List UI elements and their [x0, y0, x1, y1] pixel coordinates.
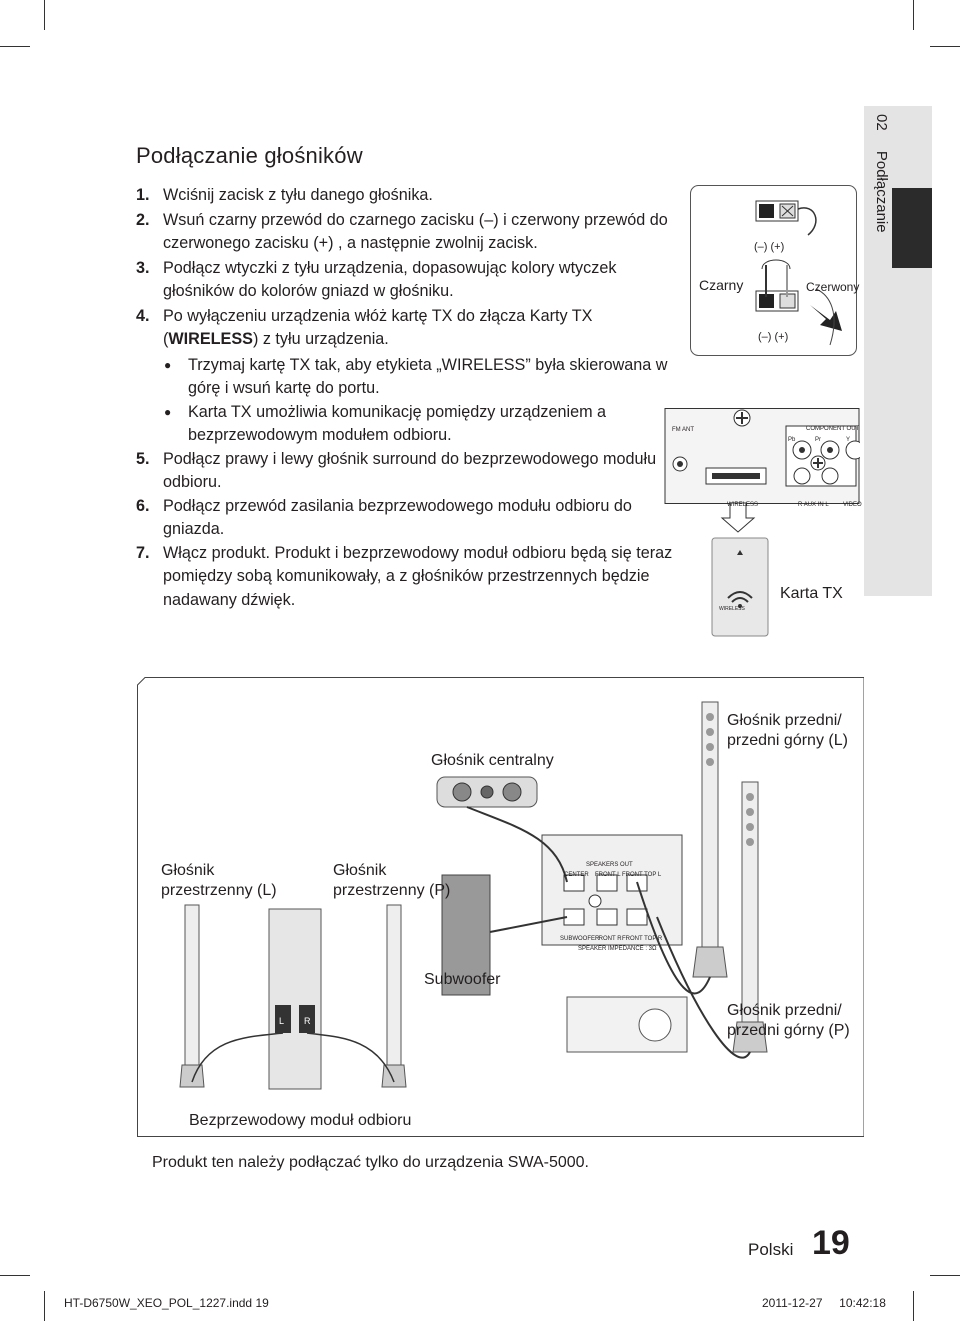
- crop-mark: [44, 1291, 45, 1321]
- instruction-list: [136, 184, 676, 612]
- page-language: Polski: [748, 1240, 794, 1259]
- step-text: Podłącz przewód zasilania bezprzewodowego modułu odbioru do gniazda.: [163, 496, 632, 538]
- step-item: [136, 257, 676, 304]
- compatibility-note: Produkt ten należy podłączać tylko do urządzenia SWA-5000.: [152, 1154, 589, 1171]
- pb-label: Pb: [788, 437, 796, 443]
- front-left-speaker: [702, 702, 718, 947]
- bullet-item: [136, 354, 676, 401]
- module-r-label: R: [302, 1012, 313, 1030]
- aux-in-label: [798, 496, 829, 514]
- label-line: Głośnik: [161, 862, 215, 879]
- surround-right-label: [333, 861, 450, 901]
- step-text: Podłącz wtyczki z tyłu urządzenia, dopasowując kolory wtyczek głośników do kolorów gniazd w głośniku.: [163, 258, 617, 300]
- chapter-name: Podłączanie: [873, 150, 890, 233]
- surround-right-speaker: [387, 905, 401, 1065]
- footer-file: HT-D6750W_XEO_POL_1227.indd 19: [64, 1296, 269, 1310]
- polarity-label: (–) (+): [754, 241, 785, 253]
- polarity-label: (–) (+): [758, 331, 789, 343]
- step-number: 2.: [136, 210, 150, 229]
- wireless-module-label: Bezprzewodowy moduł odbioru: [189, 1112, 412, 1129]
- page-title: Podłączanie głośników: [136, 143, 363, 168]
- bullet-item: [136, 401, 676, 448]
- subwoofer-jack-label: SUBWOOFER: [560, 936, 600, 942]
- step-number: 1.: [136, 186, 150, 204]
- front-right-speaker: [742, 782, 758, 1022]
- crop-mark: [913, 0, 914, 30]
- component-out-label: COMPONENT OUT: [806, 426, 860, 432]
- step-text-bold: WIRELESS: [168, 330, 253, 348]
- label-line: przedni górny (L): [727, 732, 848, 749]
- step-number: 5.: [136, 449, 150, 468]
- front-right-label: [727, 1001, 850, 1041]
- front-left-label: [727, 711, 848, 751]
- step-item: [136, 495, 676, 542]
- chapter-label: [866, 114, 890, 284]
- y-label: Y: [846, 437, 851, 443]
- tx-card-label: Karta TX: [780, 585, 843, 602]
- footer-timestamp: [762, 1296, 886, 1310]
- label-line: przestrzenny (L): [161, 882, 277, 899]
- crop-mark: [0, 46, 30, 47]
- footer-time: 10:42:18: [839, 1296, 886, 1310]
- step-item: [136, 448, 676, 495]
- bullet-dot: ●: [164, 404, 172, 419]
- surround-left-label: [161, 861, 277, 901]
- step-item: [136, 542, 676, 613]
- step-text: Włącz produkt. Produkt i bezprzewodowy moduł odbioru będą się teraz pomiędzy sobą komunikowały, a z głośników przestrzennych będzie nadawany dźwięk.: [163, 543, 673, 609]
- crop-mark: [44, 0, 45, 30]
- speakers-out-label: SPEAKERS OUT: [586, 862, 633, 868]
- bullet-text: Trzymaj kartę TX tak, aby etykieta „WIRELESS” była skierowana w górę i wsuń kartę do portu.: [188, 355, 668, 397]
- wireless-module: [269, 909, 321, 1089]
- black-label: Czarny: [699, 277, 744, 293]
- bullet-text: Karta TX umożliwia komunikację pomiędzy urządzeniem a bezprzewodowym modułem odbioru.: [188, 402, 607, 444]
- crop-mark: [930, 46, 960, 47]
- footer-date: 2011-12-27: [762, 1296, 823, 1310]
- chapter-number: 02: [873, 114, 890, 131]
- aux-in-text: AUX IN: [803, 502, 824, 508]
- aux-l-label: L: [825, 502, 829, 508]
- label-line: Głośnik przedni/: [727, 712, 842, 729]
- module-l-label: L: [277, 1012, 286, 1030]
- crop-mark: [0, 1275, 30, 1276]
- aux-r-label: R: [798, 502, 803, 508]
- video-label: VIDEO: [843, 502, 862, 508]
- subwoofer-label: Subwoofer: [424, 971, 501, 988]
- bullet-dot: ●: [164, 357, 172, 372]
- crop-mark: [930, 1275, 960, 1276]
- step-item: [136, 184, 676, 208]
- step-text: Podłącz prawy i lewy głośnik surround do bezprzewodowego modułu odbioru.: [163, 449, 657, 491]
- step-text: [163, 305, 676, 352]
- label-line: Głośnik przedni/: [727, 1002, 842, 1019]
- impedance-label: SPEAKER IMPEDANCE : 3Ω: [578, 946, 657, 952]
- label-line: przestrzenny (P): [333, 882, 451, 899]
- center-speaker-label: Głośnik centralny: [431, 752, 554, 769]
- step-text-part: Po wyłączeniu urządzenia włóż kartę TX do złącza Karty TX (: [163, 306, 593, 348]
- step-number: 4.: [136, 306, 150, 325]
- front-top-r-jack-label: FRONT TOP R: [622, 936, 663, 942]
- step-number: 7.: [136, 543, 150, 562]
- front-top-l-jack-label: FRONT TOP L: [622, 872, 662, 878]
- surround-left-speaker: [185, 905, 199, 1065]
- step-text-part: ) z tyłu urządzenia.: [252, 330, 389, 348]
- black-terminal-icon: [759, 204, 774, 218]
- step-number: 3.: [136, 258, 150, 277]
- step-number: 6.: [136, 496, 150, 515]
- center-jack-label: CENTER: [564, 872, 589, 878]
- step-text: Wciśnij zacisk z tyłu danego głośnika.: [163, 186, 433, 204]
- rear-panel-figure: [660, 408, 860, 638]
- chapter-tab-marker: [892, 188, 932, 268]
- front-l-jack-label: FRONT L: [595, 872, 621, 878]
- red-label: Czerwony: [806, 280, 860, 294]
- step-text: Wsuń czarny przewód do czarnego zacisku (–) i czerwony przewód do czerwonego zacisku (+) , a następnie zwolnij zacisk.: [163, 210, 668, 252]
- pr-label: Pr: [815, 437, 821, 443]
- label-line: przedni górny (P): [727, 1022, 850, 1039]
- step-item: [136, 209, 676, 256]
- label-line: Głośnik: [333, 862, 387, 879]
- page-number: 19: [812, 1224, 850, 1262]
- step-item: [136, 305, 676, 352]
- front-r-jack-label: FRONT R: [595, 936, 622, 942]
- wireless-port-label: WIRELESS: [727, 502, 759, 508]
- crop-mark: [913, 1291, 914, 1321]
- card-logo-label: WIRELESS: [719, 606, 745, 612]
- fm-ant-label: FM ANT: [672, 427, 694, 433]
